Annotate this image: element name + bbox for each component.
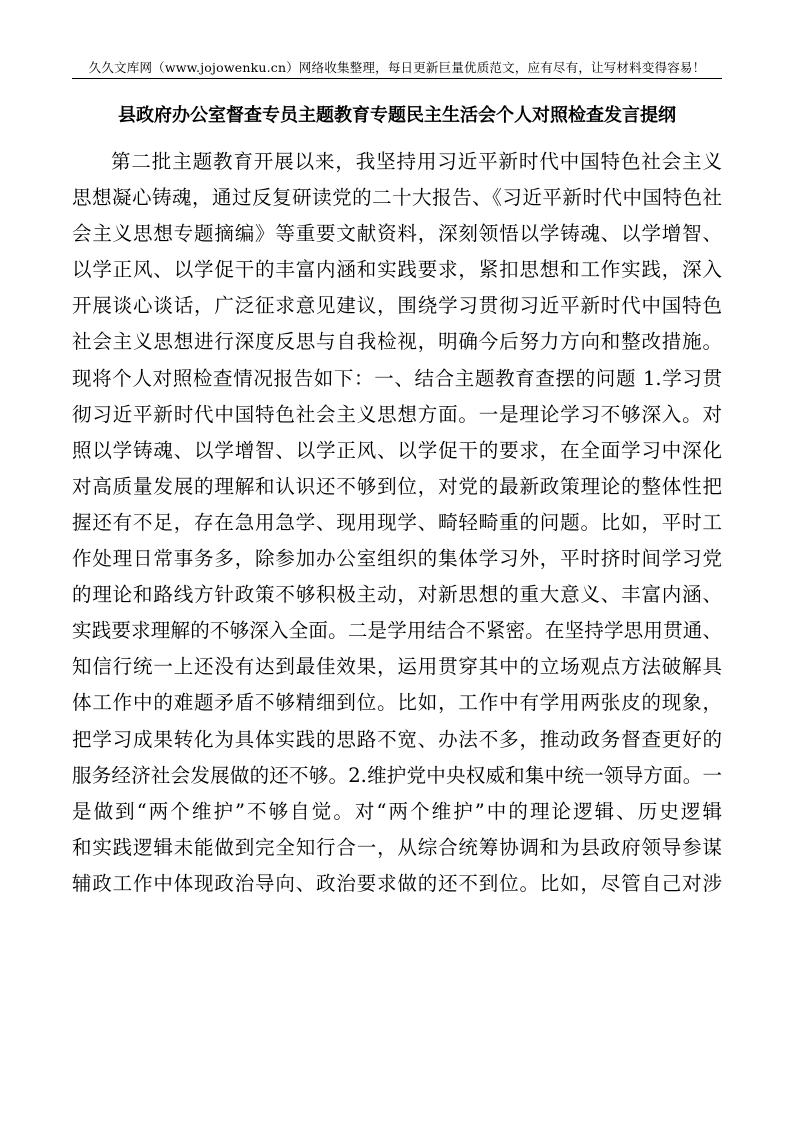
page-header: 久久文库网（www.jojowenku.cn）网络收集整理，每日更新巨量优质范文，应有尽有，让写材料变得容易！ [88,60,706,75]
body-line: 握还有不足，存在急用急学、现用现学、畸轻畸重的问题。比如，平时工 [72,510,722,534]
body-line: 作处理日常事务多，除参加办公室组织的集体学习外，平时挤时间学习党 [72,547,722,571]
body-line: 以学正风、以学促干的丰富内涵和实践要求，紧扣思想和工作实践，深入 [72,258,722,282]
body-line: 开展谈心谈话，广泛征求意见建议，围绕学习贯彻习近平新时代中国特色 [72,294,722,318]
body-line: 照以学铸魂、以学增智、以学正风、以学促干的要求，在全面学习中深化 [72,438,722,462]
body-line: 第二批主题教育开展以来，我坚持用习近平新时代中国特色社会主义 [111,150,722,173]
body-line: 把学习成果转化为具体实践的思路不宽、办法不多，推动政务督查更好的 [72,727,722,751]
body-line: 是做到“两个维护”不够自觉。对“两个维护”中的理论逻辑、历史逻辑 [72,799,722,823]
body-line: 和实践逻辑未能做到完全知行合一，从综合统筹协调和为县政府领导参谋 [72,835,722,859]
body-line: 现将个人对照检查情况报告如下：一、结合主题教育查摆的问题 1.学习贯 [72,366,722,390]
body-line: 辅政工作中体现政治导向、政治要求做的还不到位。比如，尽管自己对涉 [72,871,722,895]
body-line: 思想凝心铸魂，通过反复研读党的二十大报告、《习近平新时代中国特色社 [72,186,722,210]
body-line: 实践要求理解的不够深入全面。二是学用结合不紧密。在坚持学思用贯通、 [72,619,722,643]
body-line: 知信行统一上还没有达到最佳效果，运用贯穿其中的立场观点方法破解具 [72,655,722,679]
body-line: 对高质量发展的理解和认识还不够到位，对党的最新政策理论的整体性把 [72,474,722,498]
body-line: 的理论和路线方针政策不够积极主动，对新思想的重大意义、丰富内涵、 [72,583,722,607]
body-line: 社会主义思想进行深度反思与自我检视，明确今后努力方向和整改措施。 [72,330,722,354]
body-line: 会主义思想专题摘编》等重要文献资料，深刻领悟以学铸魂、以学增智、 [72,222,722,246]
document-body [72,144,722,902]
body-line: 服务经济社会发展做的还不够。2.维护党中央权威和集中统一领导方面。一 [72,763,722,787]
body-line: 体工作中的难题矛盾不够精细到位。比如，工作中有学用两张皮的现象， [72,691,722,715]
body-line: 彻习近平新时代中国特色社会主义思想方面。一是理论学习不够深入。对 [72,402,722,426]
header-divider [72,78,722,79]
document-title: 县政府办公室督查专员主题教育专题民主生活会个人对照检查发言提纲 [118,105,676,126]
